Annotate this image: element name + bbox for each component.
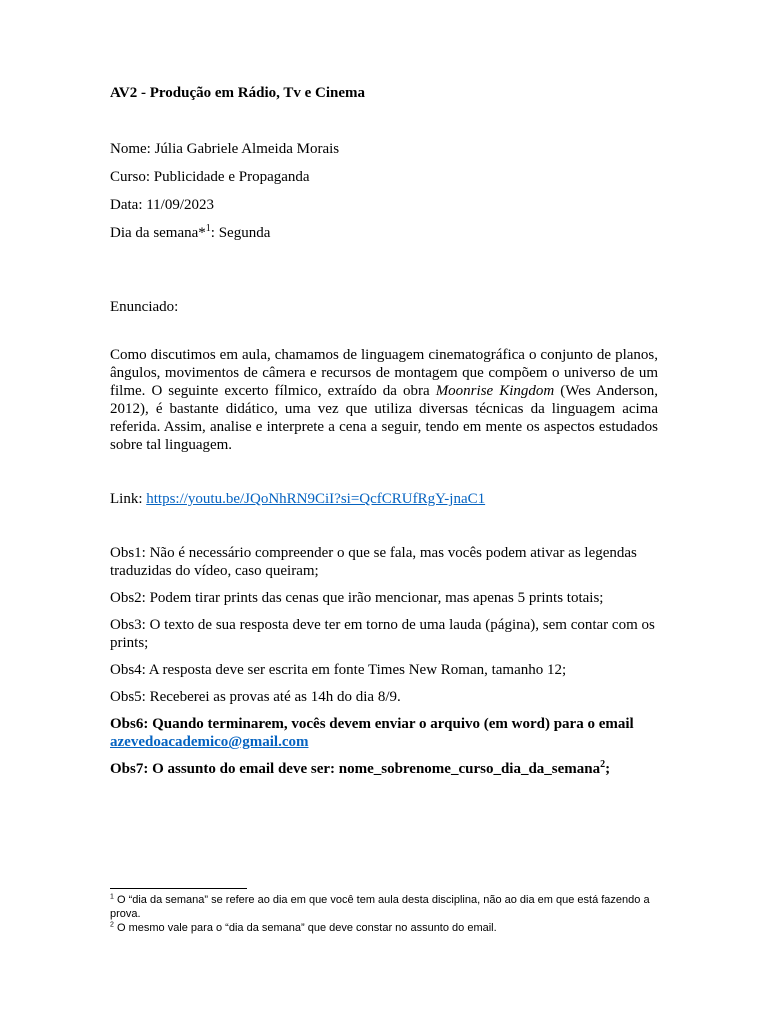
spacer: [110, 508, 658, 544]
dia-value: : Segunda: [210, 225, 271, 241]
field-data: Data: 11/09/2023: [110, 197, 215, 213]
obs-5: Obs5: Receberei as provas até as 14h do dia 8/9.: [110, 689, 401, 705]
dia-label: Dia da semana*: [110, 225, 206, 241]
document-body: [110, 84, 658, 787]
link-line: [110, 490, 658, 508]
footnote-separator: [110, 888, 247, 889]
field-nome: Nome: Júlia Gabriele Almeida Morais: [110, 141, 340, 157]
paragraph-part1: Como discutimos em aula, chamamos de linguagem cinematográfica o conjunto de planos, ângulos, movimentos de câmera e recursos de montagem que compõem o universo de um filme. O seguinte excerto fílmico, extraído da obra: [110, 347, 658, 399]
obs-7-end: ;: [605, 761, 611, 777]
footnote-2: [110, 921, 658, 935]
spacer: [110, 252, 658, 298]
spacer: [110, 316, 658, 346]
obs-7: [110, 760, 658, 778]
footnote-ref-2[interactable]: 2: [600, 759, 606, 770]
field-curso: Curso: Publicidade e Propaganda: [110, 169, 310, 185]
spacer: [110, 454, 658, 490]
link-label: Link:: [110, 491, 147, 507]
email-link[interactable]: azevedoacademico@gmail.com: [110, 734, 309, 750]
obs-4: Obs4: A resposta deve ser escrita em fonte Times New Roman, tamanho 12;: [110, 662, 567, 678]
video-link[interactable]: https://youtu.be/JQoNhRN9CiI?si=QcfCRUfRgY-jnaC1: [146, 491, 486, 507]
footnotes: [110, 888, 658, 935]
paragraph-part2: (Wes Anderson, 2012), é bastante didático, uma vez que utiliza diversas técnicas da linguagem acima referida. Assim, analise e interprete a cena a seguir, tendo em mente os aspectos estudados sobre tal linguagem.: [110, 383, 659, 453]
obs-6: [110, 715, 658, 751]
footnote-1-marker: 1: [110, 893, 114, 901]
footnote-ref-1[interactable]: 1: [205, 223, 211, 234]
spacer: [110, 104, 658, 140]
footnote-2-marker: 2: [110, 921, 114, 929]
enunciado-label: Enunciado:: [110, 299, 179, 315]
obs-1: Obs1: Não é necessário compreender o que se fala, mas vocês podem ativar as legendas traduzidas do vídeo, caso queiram;: [110, 545, 637, 579]
obs-3: Obs3: O texto de sua resposta deve ter em torno de uma lauda (página), sem contar com os prints;: [110, 617, 655, 651]
obs-6-text: Obs6: Quando terminarem, vocês devem enviar o arquivo (em word) para o email: [110, 716, 634, 732]
obs-7-text: Obs7: O assunto do email deve ser: nome_sobrenome_curso_dia_da_semana: [110, 761, 601, 777]
footnote-2-text: O mesmo vale para o “dia da semana” que deve constar no assunto do email.: [113, 922, 497, 934]
footnote-1-text: O “dia da semana” se refere ao dia em que você tem aula desta disciplina, não ao dia em que está fazendo a prova.: [110, 894, 650, 920]
obs-2: Obs2: Podem tirar prints das cenas que irão mencionar, mas apenas 5 prints totais;: [110, 590, 604, 606]
film-title: Moonrise Kingdom: [435, 383, 555, 399]
field-dia-da-semana: [110, 224, 658, 252]
enunciado-paragraph: [110, 346, 658, 454]
footnote-1: [110, 893, 658, 921]
document-title: AV2 - Produção em Rádio, Tv e Cinema: [110, 85, 365, 101]
